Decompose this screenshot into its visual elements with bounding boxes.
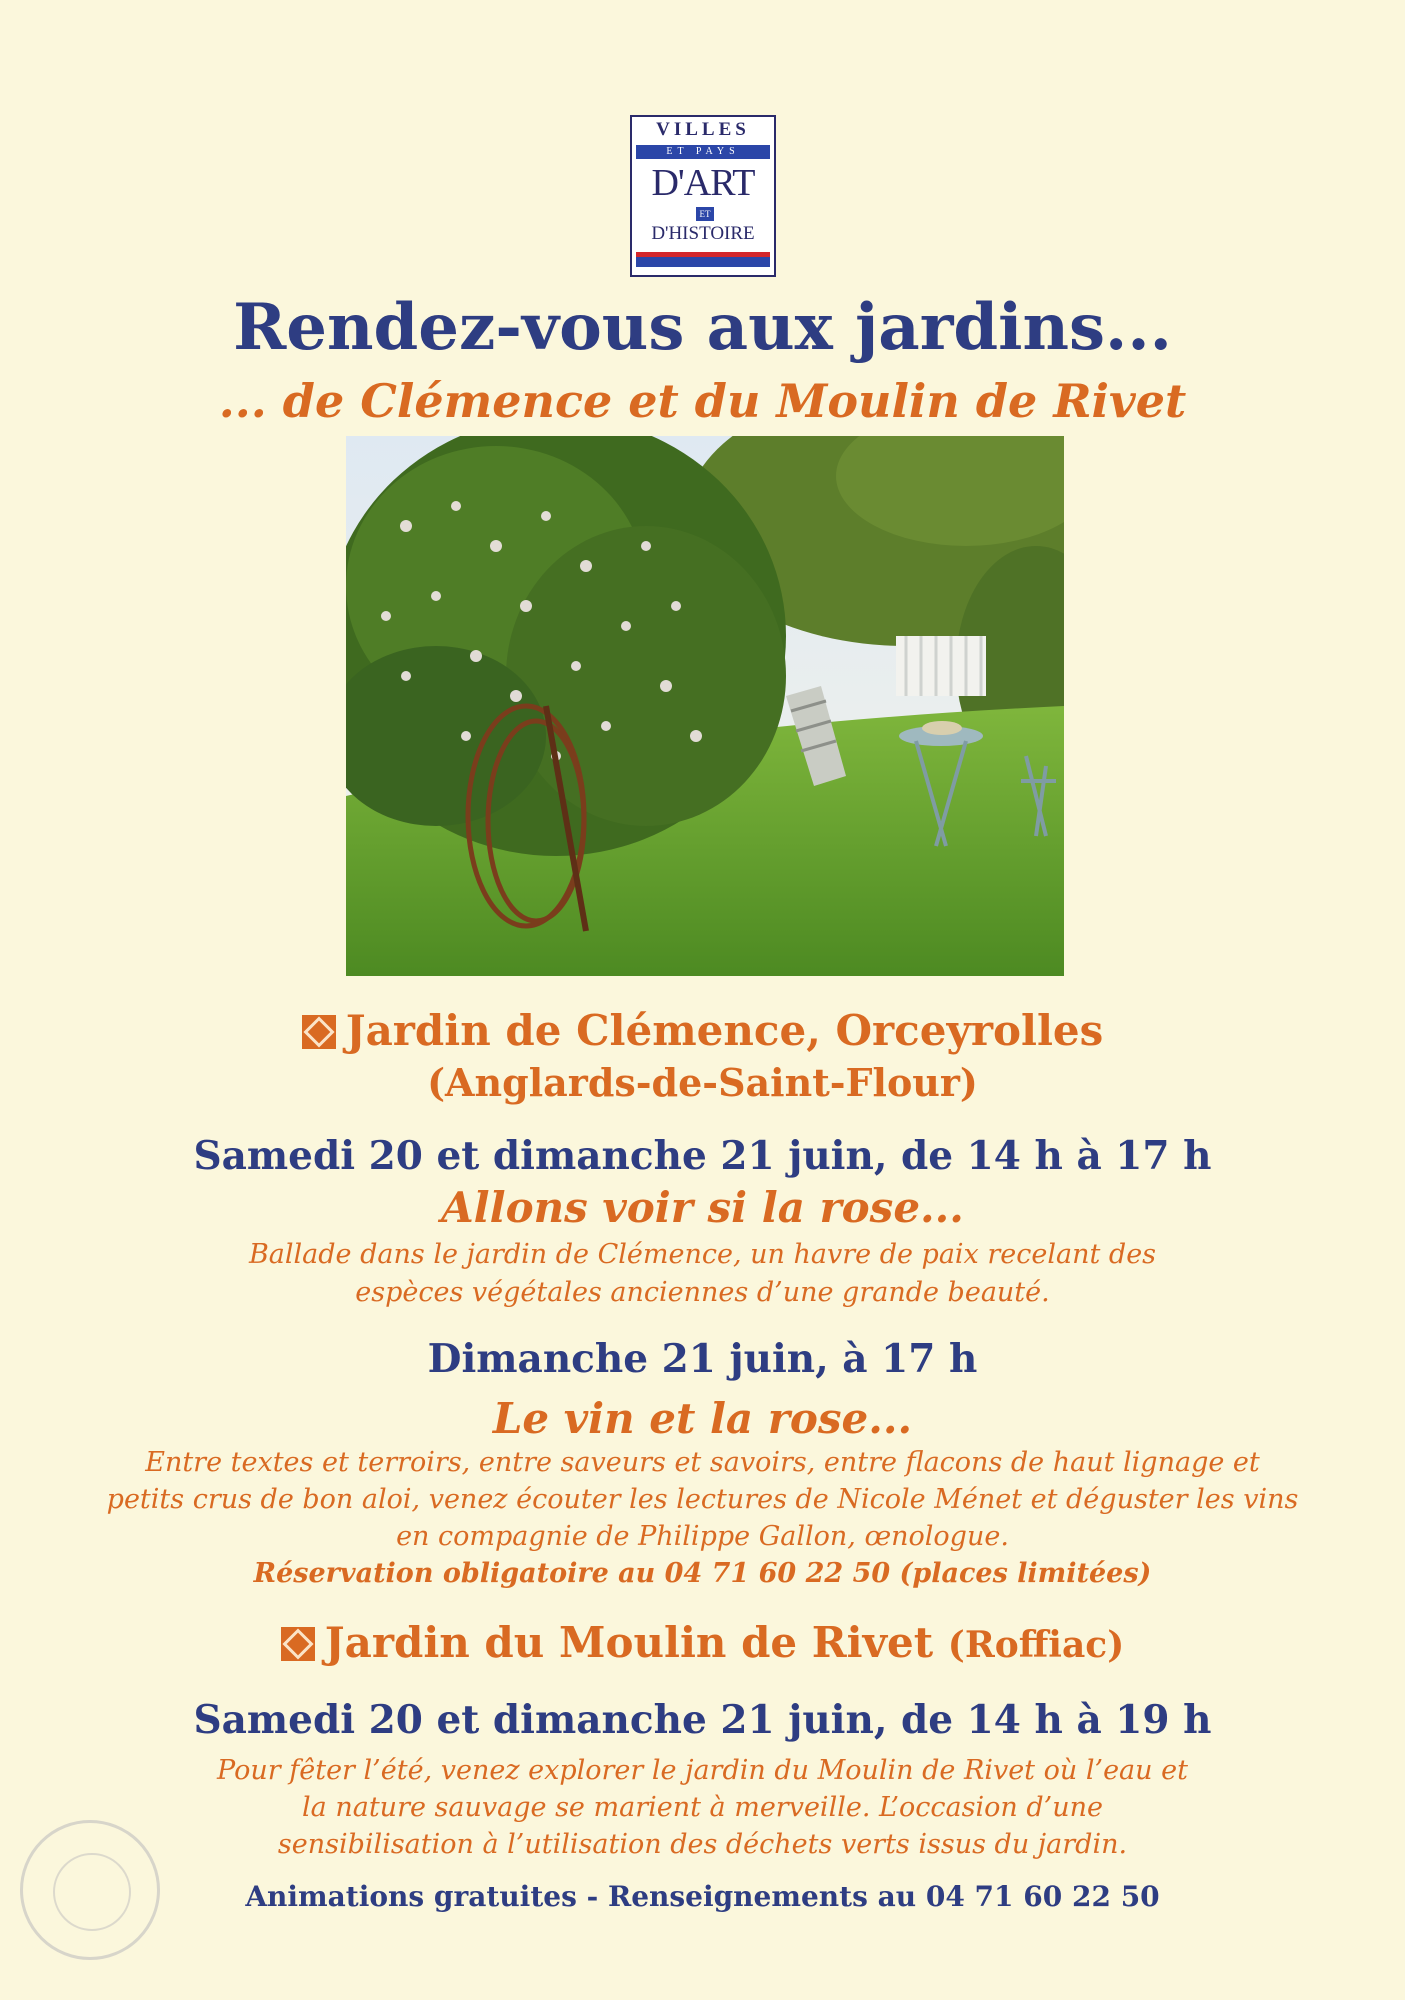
library-stamp: [20, 1820, 160, 1960]
logo-line-art: D'ART: [651, 162, 755, 204]
garden-photo: [346, 436, 1064, 976]
venue-2-desc-line-1: Pour fêter l’été, venez explorer le jardin du Moulin de Rivet où l’eau et: [217, 1755, 1188, 1786]
flower-square-icon: [281, 1627, 315, 1661]
venue-2-place: (Roffiac): [947, 1624, 1125, 1666]
venue-1-desc-2-line-2: petits crus de bon aloi, venez écouter les lectures de Nicole Ménet et déguster les vins: [106, 1484, 1299, 1515]
logo-blue-stripe: [636, 257, 770, 267]
venue-2-desc-line-2: la nature sauvage se marient à merveille. L’occasion d’une: [302, 1792, 1103, 1823]
page-subtitle: ... de Clémence et du Moulin de Rivet: [218, 374, 1187, 428]
footer-info: Animations gratuites - Renseignements au 04 71 60 22 50: [245, 1880, 1160, 1913]
venue-1-date-2: Dimanche 21 juin, à 17 h: [427, 1336, 978, 1382]
venue-1-event-2: Le vin et la rose...: [492, 1394, 913, 1443]
venue-1-desc-2-line-1: Entre textes et terroirs, entre saveurs et savoirs, entre flacons de haut lignage et: [145, 1447, 1260, 1478]
venue-1-desc-2-line-3: en compagnie de Philippe Gallon, œnologue.: [396, 1521, 1009, 1552]
venue-2-name: [0, 1618, 1405, 1667]
logo-line-histoire: D'HISTOIRE: [651, 223, 755, 244]
venue-1-event-1: Allons voir si la rose...: [441, 1183, 964, 1232]
venue-1-name: [0, 1006, 1405, 1055]
venue-2-date: Samedi 20 et dimanche 21 juin, de 14 h à 19 h: [193, 1697, 1212, 1743]
venue-2-desc-line-3: sensibilisation à l’utilisation des déchets verts issus du jardin.: [277, 1829, 1128, 1860]
venue-1-date-1: Samedi 20 et dimanche 21 juin, de 14 h à 17 h: [193, 1133, 1212, 1179]
villes-art-histoire-logo: [630, 115, 776, 277]
logo-et: ET: [696, 207, 714, 221]
venue-2-name-text: Jardin du Moulin de Rivet: [324, 1618, 934, 1667]
page-title: Rendez-vous aux jardins...: [233, 290, 1172, 365]
reservation-notice: Réservation obligatoire au 04 71 60 22 50 (places limitées): [253, 1558, 1152, 1589]
venue-1-name-text: Jardin de Clémence, Orceyrolles: [345, 1006, 1104, 1055]
venue-1-desc-1-line-1: Ballade dans le jardin de Clémence, un havre de paix recelant des: [248, 1239, 1157, 1270]
garden-photo-illustration: [346, 436, 1064, 976]
flower-square-icon: [302, 1015, 336, 1049]
logo-band: ET PAYS: [636, 145, 770, 159]
venue-1-place: (Anglards-de-Saint-Flour): [427, 1060, 978, 1105]
logo-line-villes: VILLES: [656, 119, 750, 140]
venue-1-desc-1-line-2: espèces végétales anciennes d’une grande beauté.: [355, 1277, 1050, 1308]
